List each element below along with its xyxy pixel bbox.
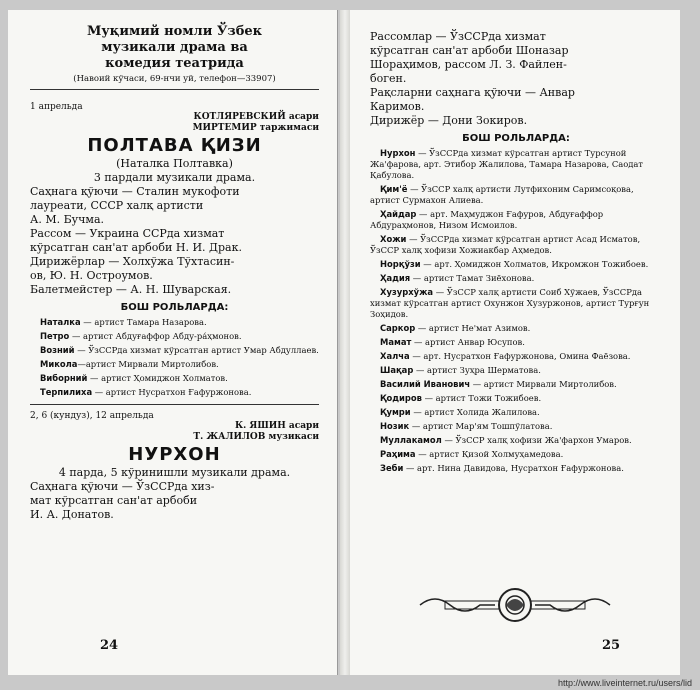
role-performers: — ЎзССР халқ артисти Лутфихоним Саримсоқова, артист Сурмахон Алиева. <box>370 184 634 205</box>
staff-line: мат кўрсатган сан'ат арбоби <box>30 494 198 507</box>
role-name: Микола <box>40 359 78 369</box>
role-name: Нозик <box>380 421 410 431</box>
play1-genre: 3 пардали музикали драма. <box>93 171 256 184</box>
play2-author: К. ЯШИН асари <box>234 421 319 431</box>
page-number-right: 25 <box>602 638 621 653</box>
theatre-line-3: комедия театрида <box>105 56 244 71</box>
role-entry <box>370 463 662 474</box>
role-name: Қим'ё <box>380 184 408 194</box>
play2-staff-continued <box>370 30 662 128</box>
ornament-divider-icon <box>415 585 615 625</box>
performance-date-2: 2, 6 (кундуз), 12 апрельда <box>30 411 154 421</box>
role-name: Нурхон <box>380 148 416 158</box>
play2-composer: Т. ЖАЛИЛОВ музикаси <box>193 432 319 442</box>
divider <box>30 404 319 405</box>
role-name: Халча <box>380 351 410 361</box>
role-name: Муллакамол <box>380 435 442 445</box>
role-name: Хожи <box>380 234 407 244</box>
play2-genre: 4 парда, 5 кўринишли музикали драма. <box>58 466 291 479</box>
theatre-line-1: Муқимий номли Ўзбек <box>86 24 263 39</box>
staff-line: Дирижёр — Дони Зокиров. <box>370 114 528 127</box>
role-name: Ҳадия <box>380 273 411 283</box>
staff-line: Рассом — Украина ССРда хизмат <box>30 227 225 240</box>
role-entry <box>370 421 662 432</box>
role-performers: — артист Қизой Холмуҳамедова. <box>415 449 564 459</box>
staff-line: Саҳнага қўючи — ЎзССРда хиз- <box>30 480 215 493</box>
theatre-line-2: музикали драма ва <box>101 40 248 55</box>
role-entry <box>370 273 662 284</box>
role-name: Василий Иванович <box>380 379 471 389</box>
play2-roles-header: БОШ РОЛЬЛАРДА: <box>462 133 570 144</box>
role-entry <box>30 373 319 384</box>
staff-line: А. М. Бучма. <box>30 213 105 226</box>
role-name: Виборний <box>40 373 88 383</box>
staff-line: Рассомлар — ЎзССРда хизмат <box>370 30 546 43</box>
role-performers: — ЎзССР халқ хофизи Жа'фархон Умаров. <box>441 435 632 445</box>
role-name: Петро <box>40 331 70 341</box>
role-entry <box>370 365 662 376</box>
divider <box>30 89 319 90</box>
role-entry <box>370 337 662 348</box>
performance-date-1: 1 апрельда <box>30 102 83 112</box>
role-entry <box>30 331 319 342</box>
role-name: Қумри <box>380 407 411 417</box>
play1-staff <box>30 185 319 297</box>
role-entry <box>370 435 662 446</box>
role-performers: — артист Мар'ям Тошпўлатова. <box>409 421 553 431</box>
role-name: Саркор <box>380 323 416 333</box>
role-entry <box>370 184 662 206</box>
role-entry <box>370 379 662 390</box>
role-performers: — арт. Маҳмуджон Ғафуров, Абдуғаффор Абдураҳмонов, Низом Исмоилов. <box>370 209 604 230</box>
staff-line: Каримов. <box>370 100 425 113</box>
role-performers: — ЎзССРда хизмат кўрсатган артист Асад Исматов, ЎзССР халқ хофизи Хожиакбар Аҳмедов. <box>370 234 641 255</box>
role-name: Шақар <box>380 365 414 375</box>
role-performers: — артист Ҳомиджон Холматов. <box>87 373 228 383</box>
role-performers: — арт. Нина Давидова, Нусратхон Ғафуржонова. <box>403 463 624 473</box>
role-entry <box>370 209 662 231</box>
play2-title: НУРХОН <box>128 444 221 465</box>
play1-subtitle: (Наталка Полтавка) <box>116 157 233 170</box>
theatre-name <box>30 24 319 72</box>
role-performers: — артист Нусратхон Ғафуржонова. <box>92 387 252 397</box>
role-name: Раҳима <box>380 449 416 459</box>
role-entry <box>30 345 319 356</box>
role-performers: — ЎзССР халқ артисти Соиб Хўжаев, ЎзССРда хизмат кўрсатган артист Охунжон Хузуржонов, артист Турғун Зоҳидов. <box>370 287 650 319</box>
play2-staff <box>30 480 319 522</box>
role-name: Қодиров <box>380 393 422 403</box>
role-entry <box>370 234 662 256</box>
role-entry <box>370 259 662 270</box>
page-number-left: 24 <box>100 638 119 653</box>
role-name: Норқўзи <box>380 259 421 269</box>
role-name: Ҳайдар <box>380 209 417 219</box>
role-performers: — артист Тамара Назарова. <box>80 317 207 327</box>
theatre-address: (Навоий кўчаси, 69-нчи уй, телефон—33907) <box>73 74 276 84</box>
staff-line: кўрсатган сан'ат арбоби Шоназар <box>370 44 569 57</box>
play1-title: ПОЛТАВА ҚИЗИ <box>87 135 262 156</box>
role-performers: — артист Тожи Тожибоев. <box>421 393 542 403</box>
role-entry <box>370 323 662 334</box>
left-page <box>8 10 338 675</box>
staff-line: лауреати, СССР халқ артисти <box>30 199 204 212</box>
role-performers: — артист Мирвали Миртолибов. <box>470 379 617 389</box>
right-page <box>350 10 680 675</box>
role-entry <box>370 449 662 460</box>
staff-line: кўрсатган сан'ат арбоби Н. И. Драк. <box>30 241 242 254</box>
role-performers: —артист Мирвали Миртолибов. <box>77 359 219 369</box>
role-performers: — артист Холида Жалилова. <box>410 407 540 417</box>
role-entry <box>370 148 662 181</box>
staff-line: Рақсларни саҳнага қўючи — Анвар <box>370 86 575 99</box>
book-spine <box>340 10 350 675</box>
play2-roles-list <box>370 148 662 474</box>
role-performers: — артист Тамат Зиёхонова. <box>410 273 535 283</box>
role-performers: — арт. Ҳомиджон Холматов, Икромжон Тожибоев. <box>420 259 649 269</box>
play1-translator: МИРТЕМИР таржимаси <box>192 123 319 133</box>
staff-line: Шораҳимов, рассом Л. З. Файлен- <box>370 58 567 71</box>
role-name: Возний <box>40 345 75 355</box>
role-performers: — ЎзССРда хизмат кўрсатган артист Турсуной Жа'фарова, арт. Этибор Жалилова, Тамара Назарова, Саодат Қабулова. <box>370 148 644 180</box>
role-performers: — артист Зуҳра Шерматова. <box>413 365 541 375</box>
staff-line: боген. <box>370 72 407 85</box>
role-performers: — ЎзССРда хизмат кўрсатган артист Умар Абдуллаев. <box>74 345 319 355</box>
role-entry <box>370 393 662 404</box>
play1-roles-list <box>30 317 319 398</box>
role-name: Терпилиха <box>40 387 93 397</box>
role-name: Зеби <box>380 463 404 473</box>
staff-line: Дирижёрлар — Холхўжа Тўхтасин- <box>30 255 235 268</box>
role-name: Мамат <box>380 337 412 347</box>
staff-line: И. А. Донатов. <box>30 508 114 521</box>
role-entry <box>30 359 319 370</box>
play1-roles-header: БОШ РОЛЬЛАРДА: <box>120 302 229 313</box>
role-entry <box>370 407 662 418</box>
source-watermark: http://www.liveinternet.ru/users/lid <box>557 678 692 688</box>
role-entry <box>370 351 662 362</box>
role-performers: — артист Абдуғаффор Абду-ра́ҳмонов. <box>69 331 242 341</box>
role-entry <box>370 287 662 320</box>
staff-line: Саҳнага қўючи — Сталин мукофоти <box>30 185 240 198</box>
role-performers: — арт. Нусратхон Ғафуржонова, Омина Фаёзова. <box>409 351 631 361</box>
role-name: Хузурхўжа <box>380 287 434 297</box>
role-performers: — артист Анвар Юсупов. <box>411 337 525 347</box>
staff-line: ов, Ю. Н. Остроумов. <box>30 269 153 282</box>
role-performers: — артист Не'мат Азимов. <box>415 323 531 333</box>
role-entry <box>30 317 319 328</box>
staff-line: Балетмейстер — А. Н. Шуварская. <box>30 283 232 296</box>
play1-author: КОТЛЯРЕВСКИЙ асари <box>193 112 319 122</box>
role-name: Наталка <box>40 317 81 327</box>
role-entry <box>30 387 319 398</box>
